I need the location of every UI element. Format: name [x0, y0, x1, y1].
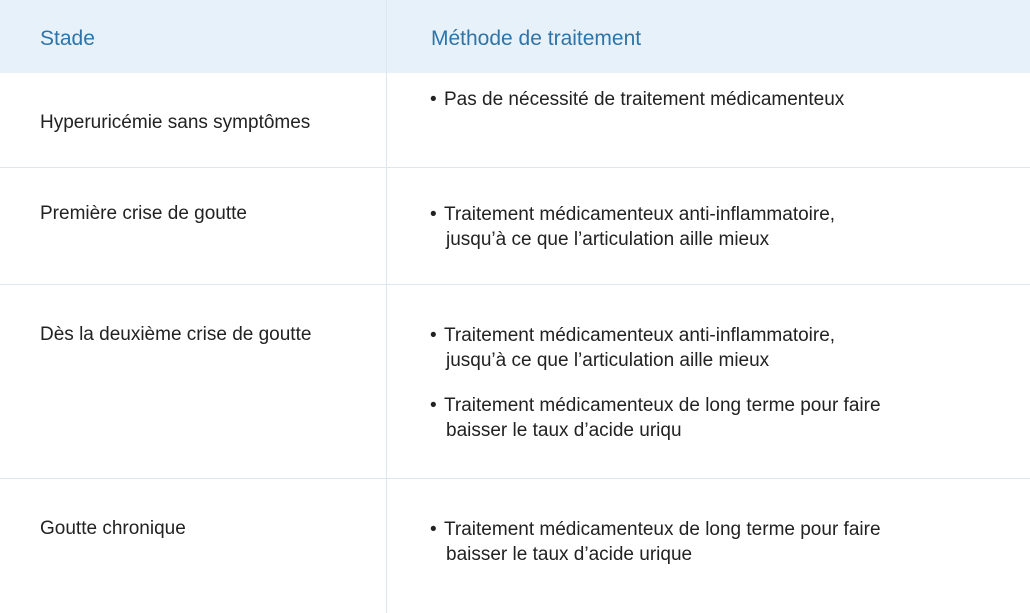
- column-divider: [386, 0, 387, 613]
- stage-cell: Première crise de goutte: [40, 203, 247, 224]
- header-stage: Stade: [40, 27, 95, 50]
- treatment-text: Traitement médicamenteux anti-inflammatoire,: [444, 325, 836, 346]
- treatment-item: [430, 87, 844, 112]
- treatment-item: [430, 323, 835, 373]
- stage-cell: Dès la deuxième crise de goutte: [40, 324, 312, 345]
- treatment-text: Traitement médicamenteux de long terme pour faire: [444, 395, 881, 416]
- bullet-icon: •: [430, 204, 437, 225]
- treatment-item: [430, 202, 835, 252]
- bullet-icon: •: [430, 395, 437, 416]
- treatment-text: Traitement médicamenteux anti-inflammatoire,: [444, 204, 836, 225]
- treatment-text-continued: jusqu’à ce que l’articulation aille mieux: [446, 350, 770, 371]
- row-divider: [0, 284, 1030, 285]
- treatment-text: Pas de nécessité de traitement médicamenteux: [444, 89, 845, 110]
- treatment-text-continued: baisser le taux d’acide urique: [446, 544, 693, 565]
- bullet-icon: •: [430, 325, 437, 346]
- stage-cell: Goutte chronique: [40, 518, 186, 539]
- row-divider: [0, 167, 1030, 168]
- header-treatment-method: Méthode de traitement: [431, 27, 642, 50]
- treatment-text-continued: baisser le taux d’acide uriqu: [446, 420, 682, 441]
- stage-cell: Hyperuricémie sans symptômes: [40, 112, 311, 133]
- treatment-text: Traitement médicamenteux de long terme pour faire: [444, 519, 881, 540]
- bullet-icon: •: [430, 519, 437, 540]
- treatment-text-continued: jusqu’à ce que l’articulation aille mieux: [446, 229, 770, 250]
- row-divider: [0, 478, 1030, 479]
- table-header: [0, 0, 1030, 73]
- treatment-item: [430, 517, 881, 567]
- treatment-item: [430, 393, 881, 443]
- bullet-icon: •: [430, 89, 437, 110]
